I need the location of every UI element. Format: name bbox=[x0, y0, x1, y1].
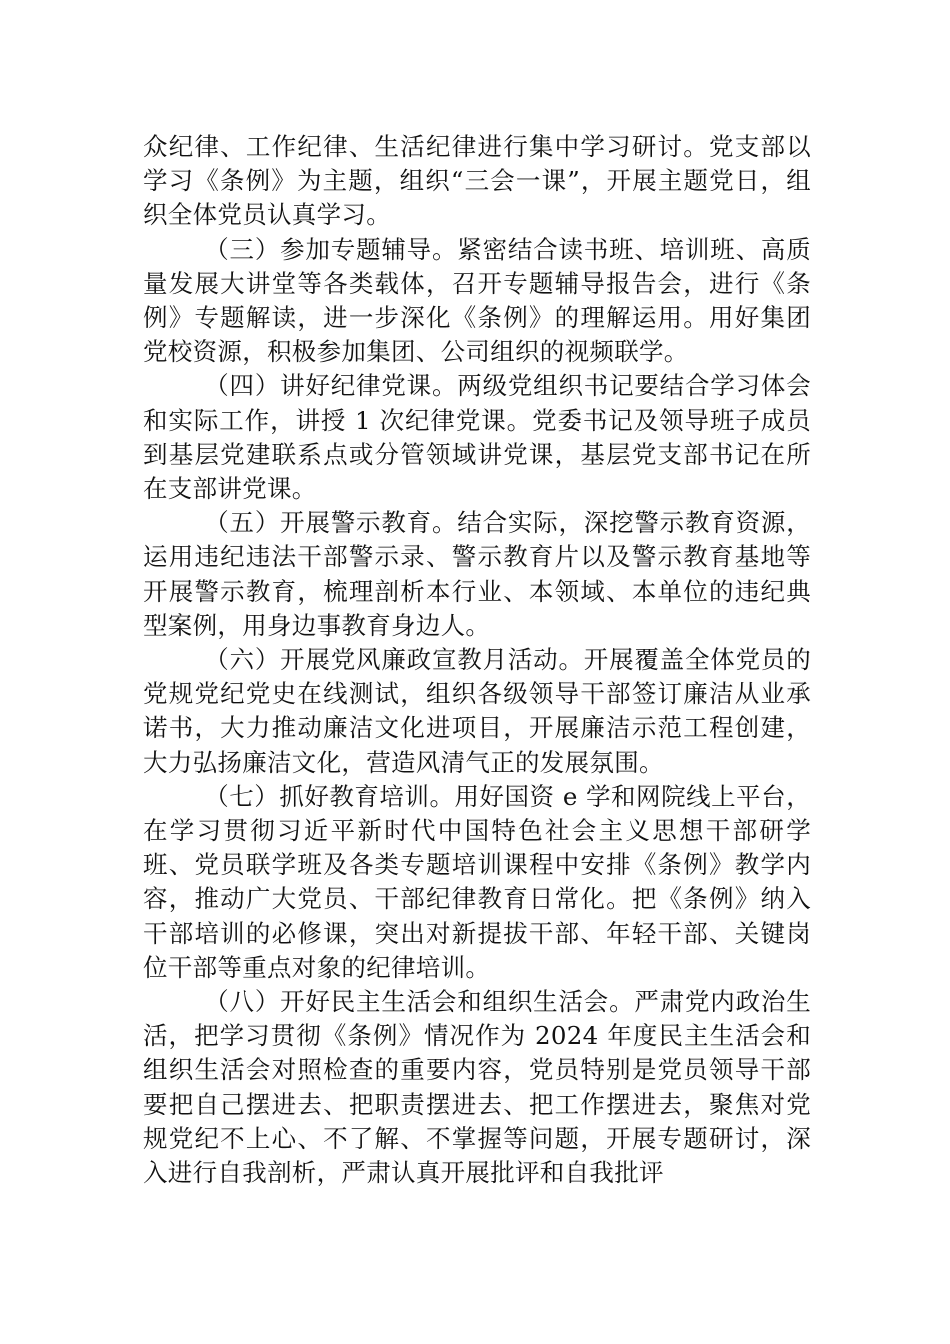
paragraph-7-education-training: （七）抓好教育培训。用好国资 e 学和网院线上平台，在学习贯彻习近平新时代中国特色社会主义思想干部研学班、党员联学班及各类专题培训课程中安排《条例》教学内容，推动广大党员、干部纪律教育日常化。把《条例》纳入干部培训的必修课，突出对新提拔干部、年轻干部、关键岗位干部等重点对象的纪律培训。 bbox=[143, 781, 811, 982]
document-body bbox=[143, 130, 811, 1190]
paragraph-continued-discipline-study: 众纪律、工作纪律、生活纪律进行集中学习研讨。党支部以学习《条例》为主题，组织“三会一课”，开展主题党日，组织全体党员认真学习。 bbox=[143, 132, 811, 230]
paragraph-5-warning-education: （五）开展警示教育。结合实际，深挖警示教育资源，运用违纪违法干部警示录、警示教育片以及警示教育基地等开展警示教育，梳理剖析本行业、本领域、本单位的违纪典型案例，用身边事教育身边人。 bbox=[143, 508, 811, 640]
paragraph-6-integrity-month: （六）开展党风廉政宣教月活动。开展覆盖全体党员的党规党纪党史在线测试，组织各级领导干部签订廉洁从业承诺书，大力推动廉洁文化进项目，开展廉洁示范工程创建，大力弘扬廉洁文化，营造风清气正的发展氛围。 bbox=[143, 645, 811, 777]
paragraph-4-discipline-party-lecture: （四）讲好纪律党课。两级党组织书记要结合学习体会和实际工作，讲授 1 次纪律党课。党委书记及领导班子成员到基层党建联系点或分管领域讲党课，基层党支部书记在所在支部讲党课。 bbox=[143, 371, 811, 504]
paragraph-3-special-tutoring: （三）参加专题辅导。紧密结合读书班、培训班、高质量发展大讲堂等各类载体，召开专题辅导报告会，进行《条例》专题解读，进一步深化《条例》的理解运用。用好集团党校资源，积极参加集团、公司组织的视频联学。 bbox=[143, 234, 811, 367]
paragraph-8-democratic-life-meeting: （八）开好民主生活会和组织生活会。严肃党内政治生活，把学习贯彻《条例》情况作为 2024 年度民主生活会和组织生活会对照检查的重要内容，党员特别是党员领导干部要把自己摆进去、把职责摆进去、把工作摆进去，聚焦对党规党纪不上心、不了解、不掌握等问题，开展专题研讨，深入进行自我剖析，严肃认真开展批评和自我批评 bbox=[143, 987, 811, 1188]
